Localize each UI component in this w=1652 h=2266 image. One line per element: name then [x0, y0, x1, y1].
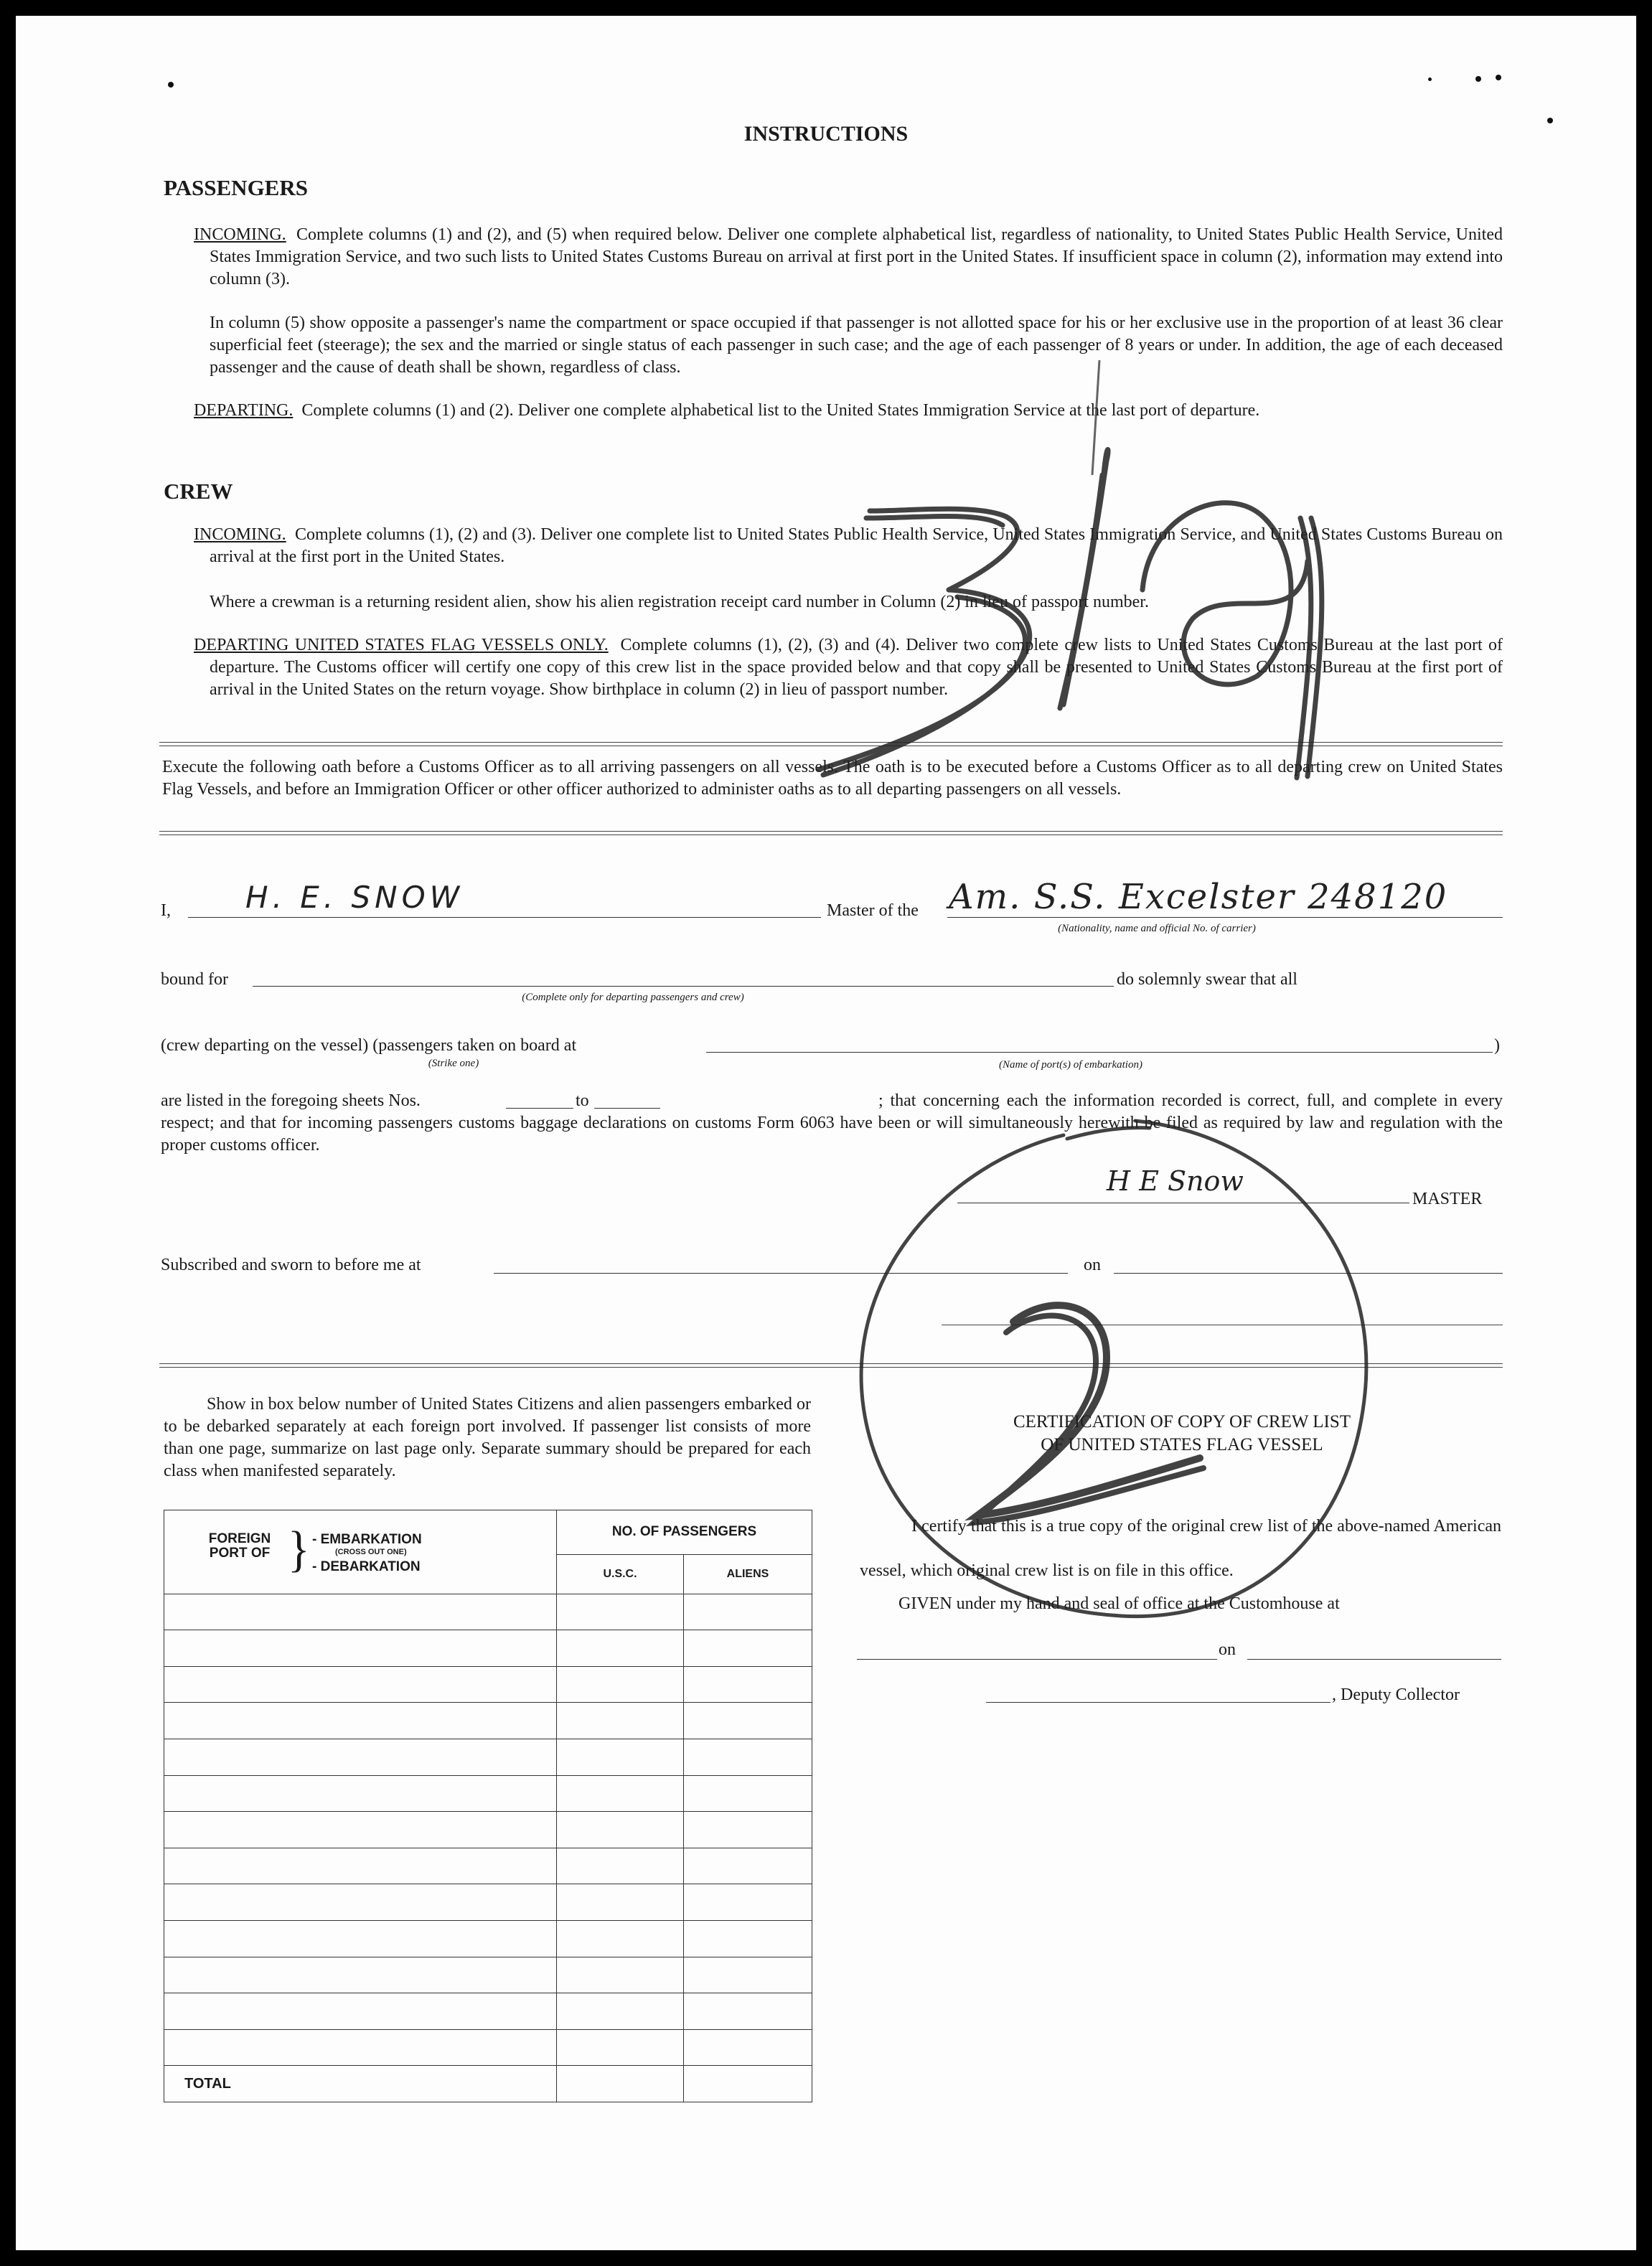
- scan-speck: [168, 82, 174, 88]
- sworn-date-field[interactable]: [1114, 1253, 1503, 1274]
- passengers-column5-text: In column (5) show opposite a passenger's name the compartment or space occupied if that passenger is not allotted space for his or her exclusive use in the proportion of at least 36 clear superficial feet (steerage); the sex and the married or single status of each passenger in such case; and the age of each passenger of 8 years or under. In addition, the age of each deceased passenger and the cause of death shall be shown, regardless of class.: [210, 314, 1503, 377]
- table-row[interactable]: [164, 1812, 812, 1848]
- to-label: to: [576, 1091, 589, 1110]
- crew-incoming-label: INCOMING.: [194, 525, 286, 544]
- certification-heading-line2: OF UNITED STATES FLAG VESSEL: [1041, 1435, 1323, 1454]
- embarkation-ports-field[interactable]: [706, 1030, 1493, 1053]
- scan-speck: [1428, 77, 1432, 81]
- rule-divider: [159, 1363, 1503, 1368]
- ports-caption: (Name of port(s) of embarkation): [999, 1059, 1142, 1071]
- certification-date-field[interactable]: [1247, 1639, 1501, 1660]
- listed-text: ; that concerning each the information recorded is correct, full, and complete in every respect; and that for incoming passengers customs baggage declarations on customs Form 6063 have been or will simultaneously herewith be filed as required by law and regulation with the proper customs officer.: [161, 1091, 1503, 1155]
- deputy-collector-label: , Deputy Collector: [1332, 1686, 1460, 1704]
- table-row[interactable]: [164, 1848, 812, 1884]
- rule-divider: [159, 831, 1503, 835]
- page-title: INSTRUCTIONS: [743, 122, 909, 146]
- crew-incoming-text: Complete columns (1), (2) and (3). Deliver one complete list to United States Public Health Service, United States Immigration Service, and United States Customs Bureau on arrival at the first port in the United States.: [210, 525, 1503, 566]
- master-signature: H E Snow: [1107, 1165, 1244, 1197]
- bound-for-field[interactable]: [253, 963, 1114, 987]
- passengers-departing-text: Complete columns (1) and (2). Deliver one complete alphabetical list to the United States Immigration Service at the last port of departure.: [301, 401, 1260, 420]
- deputy-collector-signature-field[interactable]: [986, 1682, 1330, 1703]
- table-row[interactable]: [164, 2029, 812, 2066]
- passengers-incoming-text: Complete columns (1) and (2), and (5) when required below. Deliver one complete alphabetical list, regardless of nationality, to United States Public Health Service, United States Immigration Service, and two such lists to United States Customs Bureau on arrival at first port in the United States. If insufficient space in column (2), information may extend into column (3).: [210, 225, 1503, 288]
- strike-one-caption: (Strike one): [428, 1058, 479, 1069]
- table-row[interactable]: [164, 1957, 812, 1993]
- col-debarkation: - DEBARKATION: [312, 1559, 421, 1574]
- scan-speck: [1475, 76, 1481, 82]
- col-foreign: FOREIGN PORT OF: [208, 1531, 271, 1561]
- passengers-incoming-block: [194, 224, 1503, 291]
- sheet-from-field[interactable]: [506, 1091, 573, 1109]
- certification-heading: [863, 1411, 1501, 1457]
- sworn-on-label: on: [1084, 1256, 1101, 1274]
- table-row[interactable]: [164, 1630, 812, 1667]
- sheet-to-field[interactable]: [594, 1091, 660, 1109]
- table-row[interactable]: [164, 1884, 812, 1921]
- vessel-caption: (Nationality, name and official No. of carrier): [1058, 923, 1256, 934]
- given-text: GIVEN under my hand and seal of office at the Customhouse at: [898, 1594, 1340, 1613]
- col-usc: U.S.C.: [557, 1554, 684, 1594]
- oath-i-label: I,: [161, 901, 171, 920]
- table-row[interactable]: [164, 1739, 812, 1775]
- sworn-place-field[interactable]: [494, 1253, 1068, 1274]
- crew-departing-block: [194, 634, 1503, 701]
- customhouse-field[interactable]: [857, 1639, 1217, 1660]
- master-name-value: H. E. SNOW: [245, 880, 464, 915]
- brace-icon: }: [288, 1520, 310, 1577]
- table-row[interactable]: [164, 1920, 812, 1957]
- bound-for-caption: (Complete only for departing passengers and crew): [522, 992, 744, 1003]
- table-row[interactable]: [164, 1775, 812, 1812]
- crew-heading: CREW: [164, 479, 233, 504]
- summary-instructions: Show in box below number of United States Citizens and alien passengers embarked or to be debarked separately at each foreign port involved. If passenger list consists of more than one page, summarize on last page only. Separate summary should be prepared for each class when manifested separately.: [164, 1395, 811, 1480]
- master-of-label: Master of the: [827, 901, 919, 920]
- passengers-departing-block: [194, 400, 1503, 422]
- master-label: MASTER: [1412, 1190, 1483, 1208]
- certify-text: I certify that this is a true copy of the original crew list of the above-named American vessel, which original crew list is on file in this office.: [860, 1517, 1501, 1580]
- bound-for-label: bound for: [161, 970, 228, 989]
- document-page: [16, 16, 1636, 2250]
- listed-label: are listed in the foregoing sheets Nos.: [161, 1090, 421, 1112]
- certification-on-label: on: [1219, 1640, 1236, 1659]
- total-label: TOTAL: [164, 2066, 557, 2102]
- crew-departing-label: DEPARTING UNITED STATES FLAG VESSELS ONLY.: [194, 636, 609, 654]
- certification-heading-line1: CERTIFICATION OF COPY OF CREW LIST: [1013, 1412, 1351, 1431]
- vessel-value: Am. S.S. Excelster 248120: [949, 877, 1448, 917]
- passengers-departing-label: DEPARTING.: [194, 401, 294, 420]
- passengers-heading: PASSENGERS: [164, 175, 308, 200]
- oath-intro-text: Execute the following oath before a Customs Officer as to all arriving passengers on all vessels. The oath is to be executed before a Customs Officer as to all departing crew on United States Flag Vessels, and before an Immigration Officer or other officer authorized to administer oaths as to all departing passengers on all vessels.: [162, 758, 1503, 799]
- table-row[interactable]: [164, 1993, 812, 2030]
- rule-divider: [159, 742, 1503, 746]
- table-row[interactable]: [164, 1703, 812, 1739]
- col-aliens: ALIENS: [684, 1554, 812, 1594]
- passengers-incoming-label: INCOMING.: [194, 225, 286, 244]
- col-embarkation: - EMBARKATION: [312, 1532, 422, 1547]
- col-cross-out: (CROSS OUT ONE): [335, 1548, 407, 1556]
- scan-speck: [1496, 75, 1501, 80]
- header-port: [164, 1510, 557, 1594]
- crew-incoming-block: [194, 524, 1503, 568]
- table-row[interactable]: [164, 1666, 812, 1703]
- col-no-passengers: NO. OF PASSENGERS: [557, 1510, 812, 1555]
- subscribed-label: Subscribed and sworn to before me at: [161, 1256, 421, 1274]
- crew-departing-oath-label: (crew departing on the vessel) (passengers taken on board at: [161, 1036, 577, 1055]
- total-row[interactable]: [164, 2066, 812, 2102]
- close-paren: ): [1494, 1036, 1500, 1055]
- crew-resident-text: Where a crewman is a returning resident alien, show his alien registration receipt card number in Column (2) in lieu of passport number.: [210, 593, 1149, 611]
- handwritten-number-3-29: [820, 450, 1322, 778]
- scan-speck: [1547, 118, 1553, 123]
- swear-label: do solemnly swear that all: [1117, 970, 1297, 989]
- crew-departing-text: Complete columns (1), (2), (3) and (4). Deliver two complete crew lists to United States Customs Bureau at the last port of departure. The Customs officer will certify one copy of this crew list in the space provided below and that copy shall be presented to United States Customs Bureau at the first port of arrival in the United States on the return voyage. Show birthplace in column (2) in lieu of passport number.: [210, 636, 1503, 699]
- table-row[interactable]: [164, 1594, 812, 1630]
- passenger-summary-table: [164, 1510, 812, 2102]
